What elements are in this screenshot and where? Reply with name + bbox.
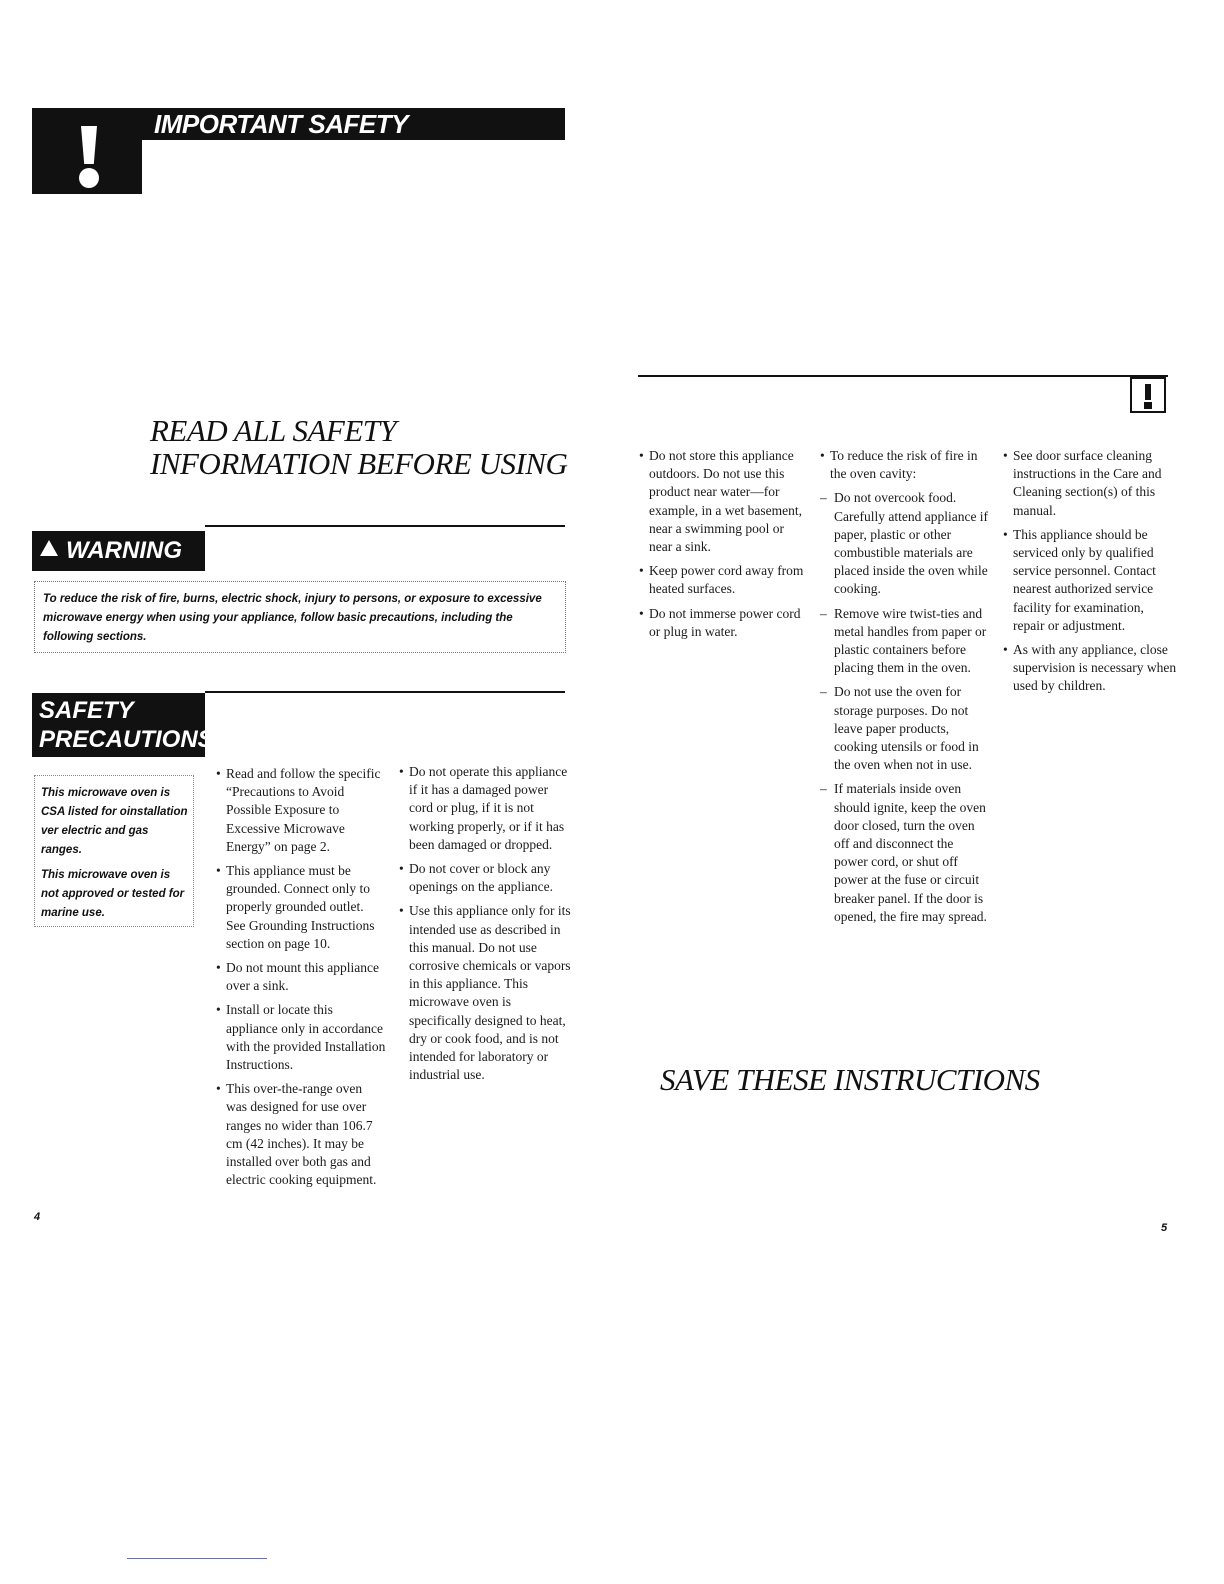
list-item: • As with any appliance, close supervision is necessary when used by children. (1003, 642, 1177, 694)
safety-rule (205, 691, 565, 693)
side-note (34, 775, 194, 927)
list-item: • Keep power cord away from heated surfaces. (639, 563, 804, 597)
list-item: – Do not use the oven for storage purposes. Do not leave paper products, cooking utensils or food in the oven when not in use. (820, 684, 979, 773)
list-item: • This appliance must be grounded. Connect only to properly grounded outlet. See Grounding Instructions section on page 10. (216, 863, 375, 951)
side-note-marine: This microwave oven is not approved or tested for marine use. (41, 869, 185, 919)
list-item: – Do not overcook food. Carefully attend appliance if paper, plastic or other combustible materials are placed inside the oven while cooking. (820, 490, 989, 597)
list-item: • Install or locate this appliance only in accordance with the provided Installation Instructions. (216, 1002, 386, 1073)
warning-label: WARNING (32, 531, 205, 571)
page-number-right: 5 (1161, 1222, 1168, 1234)
right-page-rule (638, 375, 1168, 377)
save-instructions-heading: SAVE THESE INSTRUCTIONS (660, 1062, 1040, 1097)
list-item: • Do not operate this appliance if it has a damaged power cord or plug, if it is not working properly, or if it has been damaged or dropped. (399, 764, 568, 852)
list-item: – Remove wire twist-ties and metal handles from paper or plastic containers before placing them in the oven. (820, 605, 987, 676)
precautions-column-3 (639, 447, 807, 647)
list-item: • Do not store this appliance outdoors. Do not use this product near water—for example, in a wet basement, near a swimming pool or near a sink. (639, 448, 802, 555)
safety-precautions-label: SAFETY PRECAUTIONS (32, 693, 205, 757)
list-item: – If materials inside oven should ignite, keep the oven door closed, turn the oven off and disconnect the power cord, or shut off power at the fuse or circuit breaker panel. If the door is opened, the fire may spread. (820, 781, 987, 924)
exclamation-icon (32, 108, 142, 194)
list-item: • Do not immerse power cord or plug in water. (639, 605, 801, 639)
warning-text: To reduce the risk of fire, burns, electric shock, injury to persons, or exposure to excessive microwave energy when using your appliance, follow basic precautions, including the following sections. (34, 581, 566, 653)
warning-rule (205, 525, 565, 527)
list-item: • To reduce the risk of fire in the oven cavity: (820, 448, 978, 482)
exclamation-icon (1130, 377, 1166, 413)
list-item: • This over-the-range oven was designed for use over ranges no wider than 106.7 cm (42 inches). It may be installed over both gas and electric cooking equipment. (216, 1081, 377, 1188)
subtitle-line-1: READ ALL SAFETY (150, 413, 397, 448)
subtitle-line-2: INFORMATION BEFORE USING (150, 446, 568, 481)
list-item: • This appliance should be serviced only by qualified service personnel. Contact nearest authorized service facility for examination, repair or adjustment. (1003, 526, 1156, 633)
list-item: • Read and follow the specific “Precautions to Avoid Possible Exposure to Excessive Microwave Energy” on page 2. (216, 766, 381, 854)
page-title: IMPORTANT SAFETY INFORMATION (142, 108, 565, 140)
side-note-csa: This microwave oven is CSA listed for oinstallation ver electric and gas ranges. (41, 787, 188, 856)
page-number-left: 4 (34, 1211, 41, 1223)
warning-triangle-icon (40, 540, 58, 556)
list-item: • See door surface cleaning instructions in the Care and Cleaning section(s) of this manual. (1003, 448, 1162, 518)
footer-line (127, 1558, 267, 1559)
list-item: • Use this appliance only for its intended use as described in this manual. Do not use corrosive chemicals or vapors in this appliance. This microwave oven is specifically designed to heat, dry or cook food, and is not intended for laboratory or industrial use. (399, 903, 571, 1083)
list-item: • Do not mount this appliance over a sink. (216, 960, 379, 994)
precautions-column-5 (1003, 447, 1178, 702)
list-item: • Do not cover or block any openings on the appliance. (399, 861, 553, 895)
precautions-column-1 (216, 765, 386, 1195)
precautions-column-2 (399, 763, 571, 1090)
precautions-column-4 (820, 447, 990, 932)
